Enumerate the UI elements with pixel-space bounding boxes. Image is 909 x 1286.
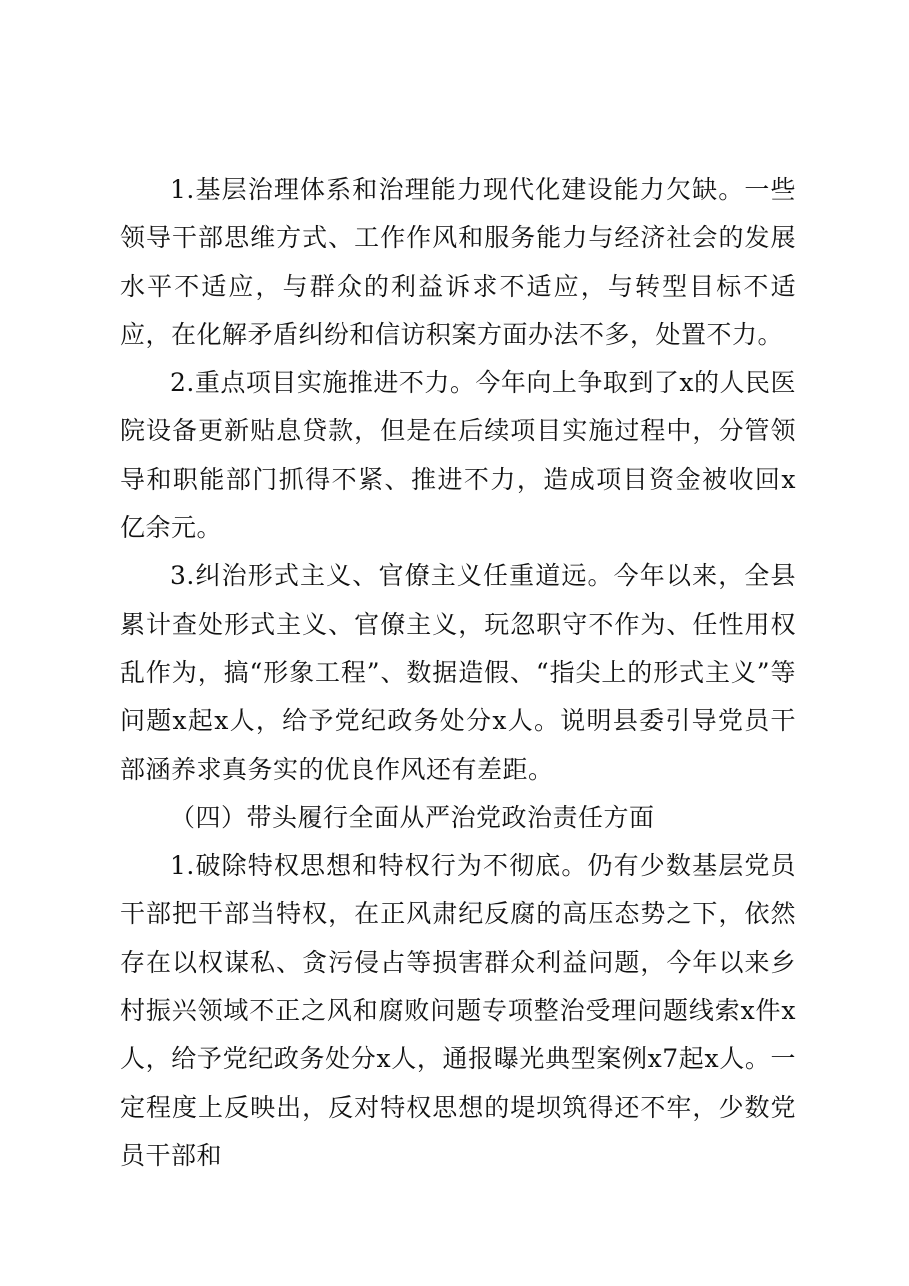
paragraph-3: 3.纠治形式主义、官僚主义任重道远。今年以来，全县累计查处形式主义、官僚主义，玩忽职守不作为、任性用权乱作为，搞“形象工程”、数据造假、“指尖上的形式主义”等问题x起x人，给予党纪政务处分x人。说明县委引导党员干部涵养求真务实的优良作风还有差距。 xyxy=(120,561,796,784)
paragraph-2: 2.重点项目实施推进不力。今年向上争取到了x的人民医院设备更新贴息贷款，但是在后续项目实施过程中，分管领导和职能部门抓得不紧、推进不力，造成项目资金被收回x亿余元。 xyxy=(120,368,796,543)
paragraph-4: 1.破除特权思想和特权行为不彻底。仍有少数基层党员干部把干部当特权，在正风肃纪反腐的高压态势之下，依然存在以权谋私、贪污侵占等损害群众利益问题，今年以来乡村振兴领域不正之风和腐败问题专项整治受理问题线索x件x人，给予党纪政务处分x人，通报曝光典型案例x7起x人。一定程度上反映出，反对特权思想的堤坝筑得还不牢，少数党员干部和 xyxy=(120,851,796,1170)
document-body xyxy=(120,166,796,1180)
section-heading: （四）带头履行全面从严治党政治责任方面 xyxy=(170,802,655,832)
paragraph-1: 1.基层治理体系和治理能力现代化建设能力欠缺。一些领导干部思维方式、工作作风和服务能力与经济社会的发展水平不适应，与群众的利益诉求不适应，与转型目标不适应，在化解矛盾纠纷和信访积案方面办法不多，处置不力。 xyxy=(120,175,796,349)
